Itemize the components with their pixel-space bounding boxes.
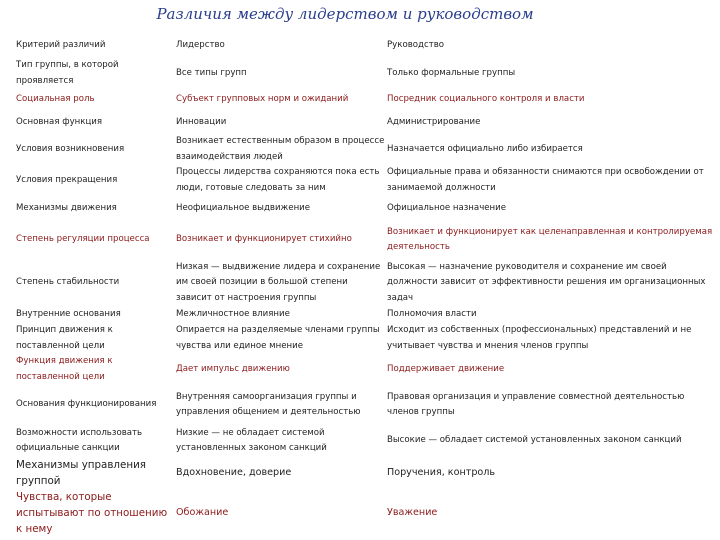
- table-row: [16, 307, 716, 323]
- row-leadership: Процессы лидерства сохраняются пока есть люди, готовые следовать за ним: [176, 167, 380, 193]
- row-leadership: Возникает и функционирует стихийно: [176, 234, 352, 245]
- table-row: [16, 259, 716, 307]
- table-header-row: [16, 34, 716, 58]
- row-management: Полномочия власти: [387, 309, 477, 320]
- row-leadership: Все типы групп: [176, 67, 247, 78]
- row-leadership: Низкие — не обладает системой установленных законом санкций: [176, 427, 327, 453]
- row-management: Поддерживает движение: [387, 363, 505, 374]
- row-management: Поручения, контроль: [387, 467, 496, 478]
- row-leadership: Низкая — выдвижение лидера и сохранение им своей позиции в большой степени зависит от настроения группы: [176, 261, 381, 303]
- row-management: Правовая организация и управление совместной деятельностью членов группы: [387, 391, 685, 417]
- table-row: [16, 354, 716, 385]
- row-management: Администрирование: [387, 116, 481, 127]
- table-row: [16, 221, 716, 259]
- row-criterion: Основная функция: [16, 116, 103, 127]
- row-management: Официальное назначение: [387, 202, 507, 213]
- row-management: Исходит из собственных (профессиональных) представлений и не учитывает чувства и мнения членов группы: [387, 325, 692, 351]
- row-leadership: Возникает естественным образом в процессе взаимодействия людей: [176, 136, 385, 162]
- row-criterion: Механизмы управления группой: [16, 459, 146, 487]
- table-row: [16, 89, 716, 111]
- row-criterion: Условия возникновения: [16, 143, 125, 154]
- row-management: Только формальные группы: [387, 67, 516, 78]
- row-criterion: Механизмы движения: [16, 202, 117, 213]
- table-row: [16, 58, 716, 89]
- row-criterion: Социальная роль: [16, 94, 95, 105]
- row-criterion: Принцип движения к поставленной цели: [16, 325, 113, 351]
- row-criterion: Внутренние основания: [16, 309, 121, 320]
- row-leadership: Субъект групповых норм и ожиданий: [176, 94, 349, 105]
- table-row: [16, 196, 716, 221]
- table-row: [16, 489, 716, 537]
- table-row: [16, 165, 716, 196]
- header-criterion: Критерий различий: [16, 40, 106, 51]
- row-criterion: Функция движения к поставленной цели: [16, 356, 113, 382]
- row-leadership: Вдохновение, доверие: [176, 467, 292, 478]
- row-leadership: Межличностное влияние: [176, 309, 290, 320]
- row-criterion: Возможности использовать официальные санкции: [16, 427, 143, 453]
- row-management: Уважение: [387, 507, 438, 518]
- row-leadership: Неофициальное выдвижение: [176, 202, 311, 213]
- row-management: Официальные права и обязанности снимаются при освобождении от занимаемой должности: [387, 167, 704, 193]
- row-management: Посредник социального контроля и власти: [387, 94, 585, 105]
- header-management: Руководство: [387, 40, 445, 51]
- row-criterion: Тип группы, в которой проявляется: [16, 60, 119, 86]
- table-row: [16, 385, 716, 425]
- table-row: [16, 457, 716, 489]
- row-criterion: Чувства, которые испытывают по отношению к нему: [16, 491, 168, 535]
- row-management: Высокие — обладает системой установленных законом санкций: [387, 435, 682, 446]
- row-management: Высокая — назначение руководителя и сохранение им своей должности зависит от эффективности решения им организационных задач: [387, 261, 706, 303]
- row-criterion: Условия прекращения: [16, 174, 118, 185]
- comparison-table: [16, 34, 716, 537]
- row-leadership: Инновации: [176, 116, 227, 127]
- row-leadership: Обожание: [176, 507, 229, 518]
- row-leadership: Опирается на разделяемые членами группы чувства или единое мнение: [176, 325, 380, 351]
- row-criterion: Степень регуляции процесса: [16, 234, 150, 245]
- row-leadership: Дает импульс движению: [176, 363, 290, 374]
- row-criterion: Основания функционирования: [16, 399, 157, 410]
- header-leadership: Лидерство: [176, 40, 225, 51]
- row-management: Назначается официально либо избирается: [387, 143, 583, 154]
- table-row: [16, 323, 716, 354]
- table-row: [16, 425, 716, 457]
- table-row: [16, 134, 716, 165]
- row-management: Возникает и функционирует как целенаправленная и контролируемая деятельность: [387, 226, 713, 252]
- row-criterion: Степень стабильности: [16, 277, 120, 288]
- row-leadership: Внутренняя самоорганизация группы и управления общением и деятельностью: [176, 391, 361, 417]
- slide-title: Различия между лидерством и руководством: [156, 5, 534, 23]
- table-row: [16, 111, 716, 134]
